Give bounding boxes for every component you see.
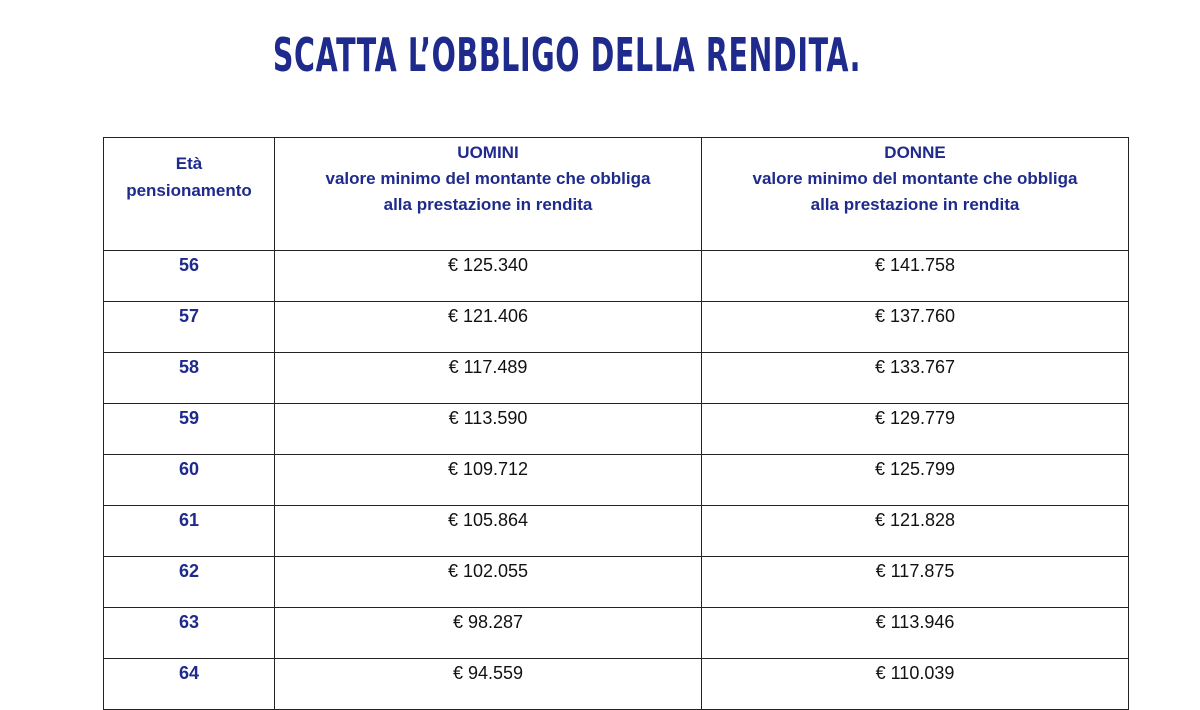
men-value-cell: € 109.712 [275,455,702,506]
age-cell: 63 [104,608,275,659]
table-row [104,404,1129,455]
table-row [104,353,1129,404]
header-women-line-3: alla prestazione in rendita [810,195,1020,214]
header-age-line-2: pensionamento [126,181,252,200]
age-cell: 59 [104,404,275,455]
age-cell: 58 [104,353,275,404]
header-men-line-1: UOMINI [457,143,519,162]
header-men-line-3: alla prestazione in rendita [383,195,593,214]
page-title: SCATTA L’OBBLIGO DELLA RENDITA. [272,28,862,82]
men-value-cell: € 105.864 [275,506,702,557]
women-value-cell: € 133.767 [702,353,1129,404]
table-row [104,506,1129,557]
header-age [104,138,275,251]
age-cell: 64 [104,659,275,710]
table-row [104,659,1129,710]
header-men-line-2: valore minimo del montante che obbliga [325,169,651,188]
age-cell: 57 [104,302,275,353]
header-women-line-2: valore minimo del montante che obbliga [752,169,1078,188]
men-value-cell: € 125.340 [275,251,702,302]
women-value-cell: € 113.946 [702,608,1129,659]
age-cell: 60 [104,455,275,506]
women-value-cell: € 110.039 [702,659,1129,710]
men-value-cell: € 117.489 [275,353,702,404]
header-women [702,138,1129,251]
women-value-cell: € 129.779 [702,404,1129,455]
men-value-cell: € 94.559 [275,659,702,710]
table-row [104,608,1129,659]
women-value-cell: € 137.760 [702,302,1129,353]
men-value-cell: € 98.287 [275,608,702,659]
table-row [104,557,1129,608]
men-value-cell: € 113.590 [275,404,702,455]
table-header-row [104,138,1129,251]
men-value-cell: € 102.055 [275,557,702,608]
men-value-cell: € 121.406 [275,302,702,353]
annuity-threshold-table [103,137,1129,710]
age-cell: 62 [104,557,275,608]
women-value-cell: € 125.799 [702,455,1129,506]
women-value-cell: € 121.828 [702,506,1129,557]
age-cell: 56 [104,251,275,302]
header-men [275,138,702,251]
table-row [104,251,1129,302]
table-row [104,455,1129,506]
header-age-line-1: Età [175,154,203,173]
header-women-line-1: DONNE [884,143,946,162]
table-row [104,302,1129,353]
age-cell: 61 [104,506,275,557]
annuity-table-container [103,137,1128,683]
women-value-cell: € 117.875 [702,557,1129,608]
women-value-cell: € 141.758 [702,251,1129,302]
